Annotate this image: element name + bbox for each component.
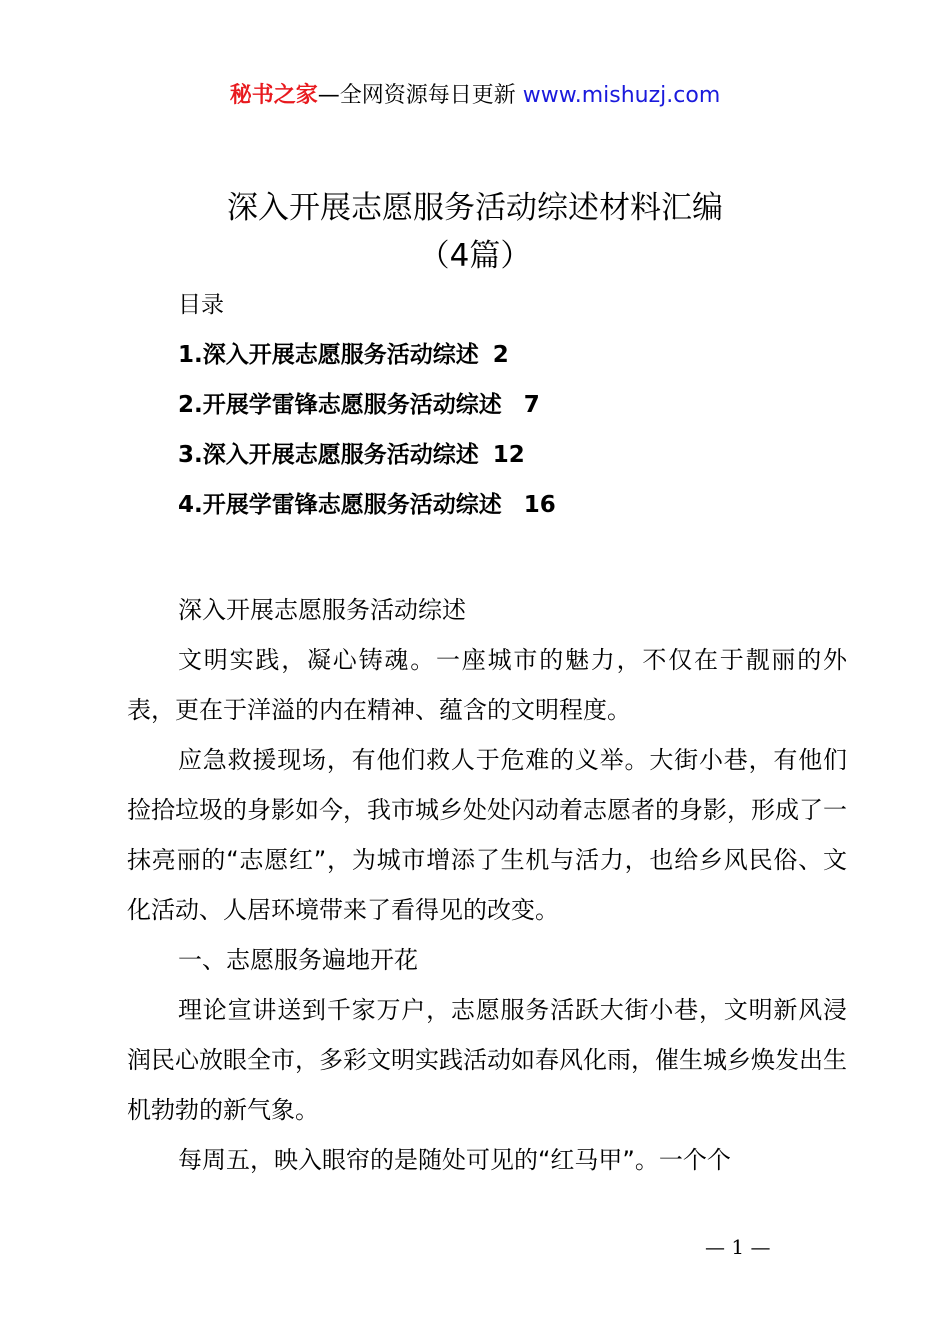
- article-heading: 深入开展志愿服务活动综述: [178, 596, 466, 624]
- toc-item-title: 2.开展学雷锋志愿服务活动综述: [178, 392, 510, 418]
- document-title: 深入开展志愿服务活动综述材料汇编: [227, 190, 723, 226]
- document-subtitle: （4篇）: [418, 238, 532, 274]
- article-body: [127, 585, 847, 1185]
- section-heading: 一、志愿服务遍地开花: [178, 946, 418, 974]
- toc-label: 目录: [178, 292, 224, 318]
- toc-item[interactable]: [178, 339, 556, 389]
- page-number: — 1 —: [705, 1235, 771, 1259]
- toc-item-title: 1.深入开展志愿服务活动综述: [178, 342, 479, 368]
- toc-item-page: 7: [523, 392, 540, 418]
- toc-item-page: 12: [492, 442, 525, 468]
- site-url-link[interactable]: www.mishuzj.com: [522, 83, 721, 108]
- toc-item-page: 2: [492, 342, 509, 368]
- article-paragraph: 理论宣讲送到千家万户，志愿服务活跃大街小巷，文明新风浸润民心放眼全市，多彩文明实践活动如春风化雨，催生城乡焕发出生机勃勃的新气象。: [127, 996, 847, 1124]
- article-paragraph: 应急救援现场，有他们救人于危难的义举。大街小巷，有他们捡拾垃圾的身影如今，我市城乡处处闪动着志愿者的身影，形成了一抹亮丽的“志愿红”，为城市增添了生机与活力，也给乡风民俗、文化活动、人居环境带来了看得见的改变。: [127, 746, 847, 924]
- toc-item-title: 3.深入开展志愿服务活动综述: [178, 442, 479, 468]
- toc-item-page: 16: [523, 492, 556, 518]
- table-of-contents: [178, 339, 556, 539]
- brand-name: 秘书之家: [229, 83, 318, 108]
- toc-item-title: 4.开展学雷锋志愿服务活动综述: [178, 492, 510, 518]
- article-paragraph: 每周五，映入眼帘的是随处可见的“红马甲”。一个个: [178, 1146, 731, 1174]
- banner-slogan: —全网资源每日更新: [317, 83, 523, 108]
- toc-item[interactable]: [178, 489, 556, 539]
- toc-item[interactable]: [178, 439, 556, 489]
- article-paragraph: 文明实践，凝心铸魂。一座城市的魅力，不仅在于靓丽的外表，更在于洋溢的内在精神、蕴含的文明程度。: [127, 646, 847, 724]
- site-banner: [0, 80, 950, 112]
- toc-item[interactable]: [178, 389, 556, 439]
